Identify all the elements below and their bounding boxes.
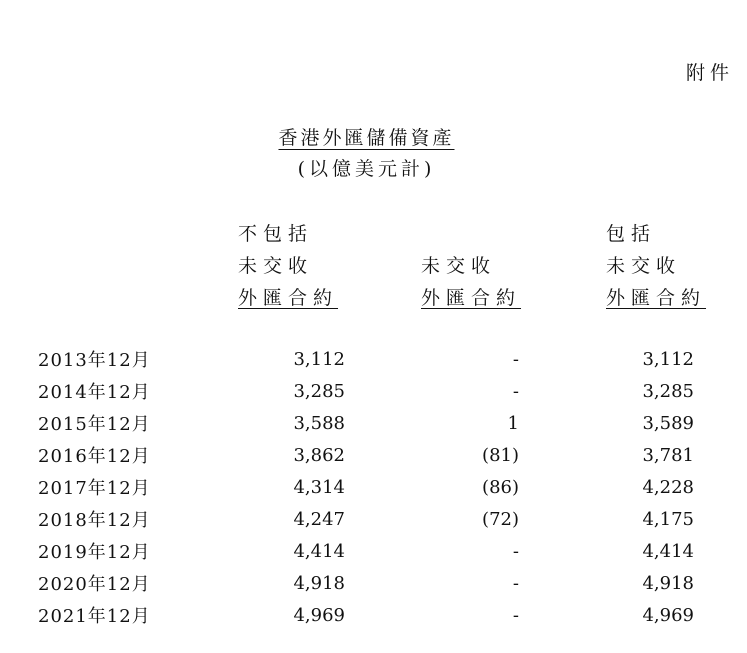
header-underlined-line: 外匯合約 bbox=[606, 287, 707, 309]
column-header-outstanding bbox=[421, 250, 521, 314]
value-excluding: 3,112 bbox=[293, 348, 345, 370]
value-including: 3,285 bbox=[642, 380, 694, 402]
reserve-assets-table bbox=[0, 343, 694, 631]
value-including: 3,781 bbox=[642, 444, 694, 466]
row-date: 2020年12月 bbox=[38, 574, 151, 595]
annex-label: 附件 bbox=[686, 62, 735, 84]
row-date: 2021年12月 bbox=[38, 606, 151, 627]
row-date: 2015年12月 bbox=[38, 414, 151, 435]
row-date: 2014年12月 bbox=[38, 382, 151, 403]
header-line: 未交收 bbox=[421, 255, 497, 277]
value-including: 4,414 bbox=[642, 540, 694, 562]
header-line: 包括 bbox=[606, 223, 657, 245]
row-date: 2017年12月 bbox=[38, 478, 151, 499]
value-outstanding: - bbox=[512, 348, 519, 370]
row-date: 2018年12月 bbox=[38, 510, 151, 531]
table-row bbox=[0, 407, 694, 439]
value-excluding: 4,314 bbox=[293, 476, 345, 498]
value-excluding: 3,285 bbox=[293, 380, 345, 402]
row-date: 2019年12月 bbox=[38, 542, 151, 563]
value-excluding: 4,969 bbox=[293, 604, 345, 626]
header-line: 未交收 bbox=[238, 255, 314, 277]
row-date: 2016年12月 bbox=[38, 446, 151, 467]
table-row bbox=[0, 375, 694, 407]
header-line: 未交收 bbox=[606, 255, 682, 277]
value-outstanding: (86) bbox=[482, 476, 519, 498]
value-including: 4,969 bbox=[642, 604, 694, 626]
value-including: 4,918 bbox=[642, 572, 694, 594]
value-outstanding: 1 bbox=[507, 412, 519, 434]
table-row bbox=[0, 503, 694, 535]
table-row bbox=[0, 567, 694, 599]
table-row bbox=[0, 471, 694, 503]
value-outstanding: - bbox=[512, 380, 519, 402]
value-outstanding: - bbox=[512, 604, 519, 626]
value-including: 3,589 bbox=[642, 412, 694, 434]
value-excluding: 4,918 bbox=[293, 572, 345, 594]
table-row bbox=[0, 343, 694, 375]
value-excluding: 4,247 bbox=[293, 508, 345, 530]
table-row bbox=[0, 439, 694, 471]
document-subtitle: (以億美元計) bbox=[297, 158, 436, 180]
value-excluding: 3,588 bbox=[293, 412, 345, 434]
value-outstanding: - bbox=[512, 572, 519, 594]
value-outstanding: (81) bbox=[482, 444, 519, 466]
header-underlined-line: 外匯合約 bbox=[421, 287, 522, 309]
value-excluding: 4,414 bbox=[293, 540, 345, 562]
title-text: 香港外匯儲備資產 bbox=[278, 127, 455, 149]
header-line: 不包括 bbox=[238, 223, 314, 245]
value-including: 4,175 bbox=[642, 508, 694, 530]
value-including: 3,112 bbox=[642, 348, 694, 370]
row-date: 2013年12月 bbox=[38, 350, 151, 371]
value-outstanding: - bbox=[512, 540, 519, 562]
table-row bbox=[0, 599, 694, 631]
column-header-including bbox=[606, 218, 706, 314]
value-excluding: 3,862 bbox=[293, 444, 345, 466]
table-row bbox=[0, 535, 694, 567]
value-outstanding: (72) bbox=[482, 508, 519, 530]
column-header-excluding bbox=[238, 218, 338, 314]
header-underlined-line: 外匯合約 bbox=[238, 287, 339, 309]
document-title bbox=[0, 123, 733, 150]
value-including: 4,228 bbox=[642, 476, 694, 498]
